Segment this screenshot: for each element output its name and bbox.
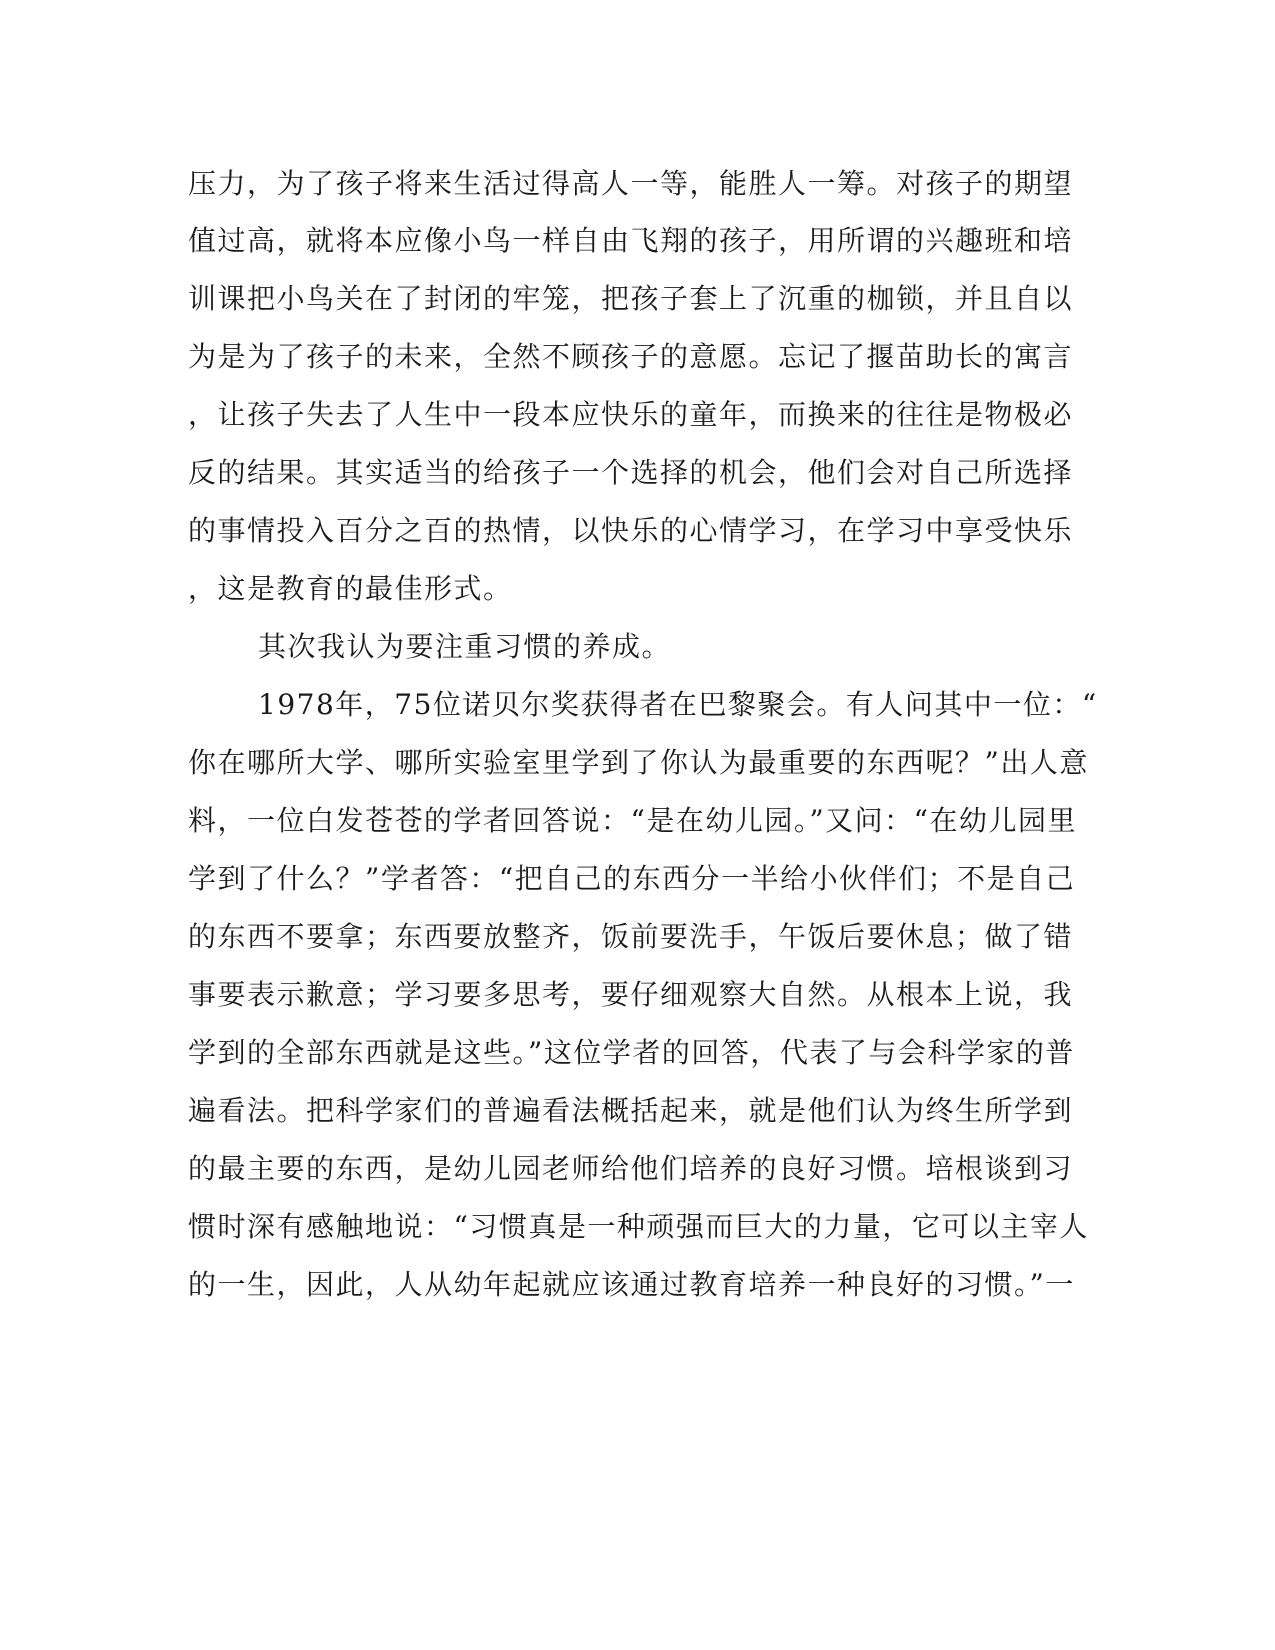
text-line: 惯时深有感触地说：“习惯真是一种顽强而巨大的力量，它可以主宰人: [188, 1210, 1089, 1243]
text-line: 遍看法。把科学家们的普遍看法概括起来，就是他们认为终生所学到: [188, 1094, 1074, 1127]
text-line: ，这是教育的最佳形式。: [188, 572, 513, 605]
text-line: 为是为了孩子的未来，全然不顾孩子的意愿。忘记了揠苗助长的寓言: [188, 340, 1074, 373]
text-line: 的东西不要拿；东西要放整齐，饭前要洗手，午饭后要休息；做了错: [188, 920, 1074, 953]
text-line: 反的结果。其实适当的给孩子一个选择的机会，他们会对自己所选择: [188, 456, 1074, 489]
text-line: 值过高，就将本应像小鸟一样自由飞翔的孩子，用所谓的兴趣班和培: [188, 224, 1074, 257]
text-line: ，让孩子失去了人生中一段本应快乐的童年，而换来的往往是物极必: [188, 398, 1074, 431]
paragraph-start-line: 1978年，75位诺贝尔奖获得者在巴黎聚会。有人问其中一位：“: [258, 688, 1098, 721]
text-line: 的一生，因此，人从幼年起就应该通过教育培养一种良好的习惯。”一: [188, 1268, 1075, 1301]
text-line: 事要表示歉意；学习要多思考，要仔细观察大自然。从根本上说，我: [188, 978, 1074, 1011]
paragraph-start-line: 其次我认为要注重习惯的养成。: [258, 630, 672, 663]
text-line: 压力，为了孩子将来生活过得高人一等，能胜人一筹。对孩子的期望: [188, 167, 1074, 200]
text-line: 的最主要的东西，是幼儿园老师给他们培养的良好习惯。培根谈到习: [188, 1152, 1074, 1185]
text-line: 的事情投入百分之百的热情，以快乐的心情学习，在学习中享受快乐: [188, 514, 1074, 547]
text-line: 学到的全部东西就是这些。”这位学者的回答，代表了与会科学家的普: [188, 1036, 1075, 1069]
text-line: 训课把小鸟关在了封闭的牢笼，把孩子套上了沉重的枷锁，并且自以: [188, 282, 1074, 315]
text-line: 你在哪所大学、哪所实验室里学到了你认为最重要的东西呢？”出人意: [188, 746, 1089, 779]
text-line: 料，一位白发苍苍的学者回答说：“是在幼儿园。”又问：“在幼儿园里: [188, 804, 1077, 837]
text-line: 学到了什么？”学者答：“把自己的东西分一半给小伙伴们；不是自己: [188, 862, 1076, 895]
